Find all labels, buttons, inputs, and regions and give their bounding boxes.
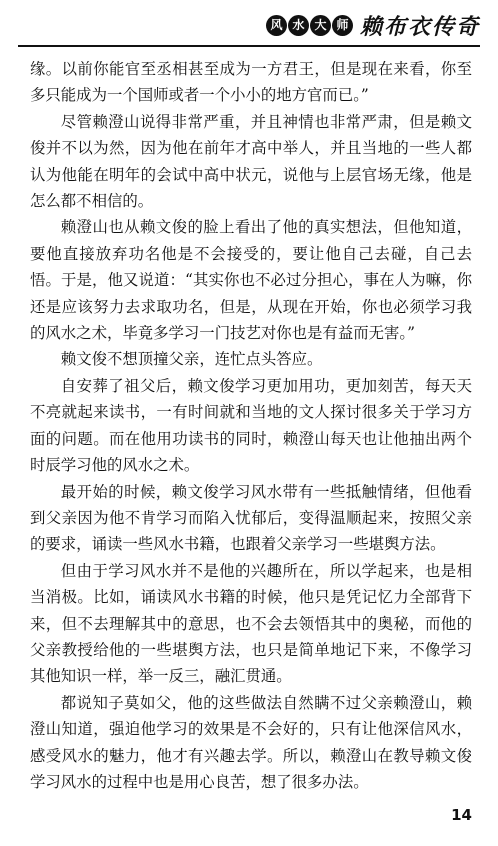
book-title: 赖布衣传奇: [359, 14, 480, 40]
paragraph: 尽管赖澄山说得非常严重，并且神情也非常严肃，但是赖文俊并不以为然，因为他在前年才高中举人，并且当地的一些人都认为他能在明年的会试中高中状元，说他与上层官场无缘，他是怎么都不相信的。: [30, 112, 472, 211]
page-header: [0, 0, 498, 52]
header-divider: [18, 45, 480, 47]
paragraph: 最开始的时候，赖文俊学习风水带有一些抵触情绪，但他看到父亲因为他不肯学习而陷入忧郁后，变得温顺起来，按照父亲的要求，诵读一些风水书籍，也跟着父亲学习一些堪舆方法。: [30, 482, 472, 554]
running-title: [266, 10, 480, 41]
series-badge-char: 大: [310, 15, 331, 36]
body-text: [30, 56, 472, 795]
paragraph: 缘。以前你能官至丞相甚至成为一方君王，但是现在来看，你至多只能成为一个国师或者一个小小的地方官而已。”: [30, 60, 472, 105]
paragraph: 赖澄山也从赖文俊的脸上看出了他的真实想法，但他知道，要他直接放弃功名他是不会接受的，要让他自己去碰，自己去悟。于是，他又说道：“其实你也不必过分担心，事在人为嘛，你还是应该努力去求取功名，但是，从现在开始，你也必须学习我的风水之术，毕竟多学习一门技艺对你也是有益而无害。”: [30, 218, 472, 343]
paragraph: 赖文俊不想顶撞父亲，连忙点头答应。: [60, 350, 323, 369]
series-badge-char: 水: [288, 15, 309, 36]
series-badge-char: 师: [332, 15, 353, 36]
paragraph: 但由于学习风水并不是他的兴趣所在，所以学起来，也是相当消极。比如，诵读风水书籍的时候，他只是凭记忆力全部背下来，但不去理解其中的意思，也不会去领悟其中的奥秘，而他的父亲教授给他的一些堪舆方法，也只是简单地记下来，不像学习其他知识一样，举一反三，融汇贯通。: [30, 561, 472, 686]
series-badge-char: 风: [266, 15, 287, 36]
paragraph: 都说知子莫如父，他的这些做法自然瞒不过父亲赖澄山，赖澄山知道，强迫他学习的效果是不会好的，只有让他深信风水，感受风水的魅力，他才有兴趣去学。所以，赖澄山在教导赖文俊学习风水的过程中也是用心良苦，想了很多办法。: [30, 693, 472, 791]
paragraph: 自安葬了祖父后，赖文俊学习更加用功，更加刻苦，每天天不亮就起来读书，一有时间就和当地的文人探讨很多关于学习方面的问题。而在他用功读书的同时，赖澄山每天也让他抽出两个时辰学习他的风水之术。: [30, 376, 472, 475]
page-number: 14: [451, 806, 472, 824]
